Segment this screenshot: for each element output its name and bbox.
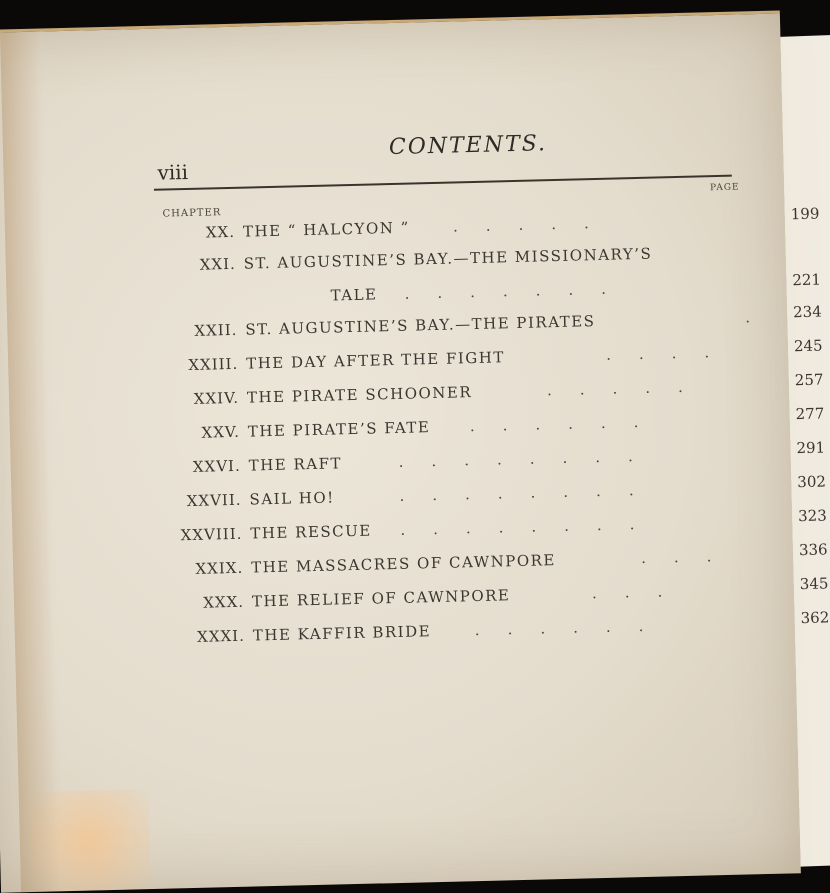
chapter-page: 302 bbox=[797, 472, 827, 492]
toc-entry bbox=[203, 574, 829, 617]
chapter-title: THE RELIEF OF CAWNPORE bbox=[251, 586, 511, 611]
light-glare bbox=[29, 789, 151, 892]
leader-dots: ... bbox=[640, 546, 740, 568]
chapter-title: THE KAFFIR BRIDE bbox=[252, 622, 432, 645]
toc-entry bbox=[193, 370, 824, 413]
chapter-title: THE RAFT bbox=[248, 454, 343, 475]
toc-entry bbox=[194, 302, 822, 345]
chapter-page: 336 bbox=[798, 540, 828, 560]
leader-dots: ....... bbox=[404, 279, 635, 303]
leader-dots: ..... bbox=[546, 377, 711, 400]
toc-entry bbox=[192, 438, 826, 481]
chapter-numeral: XXI. bbox=[199, 254, 237, 274]
chapter-numeral: XXX. bbox=[203, 592, 245, 612]
book-page bbox=[0, 10, 830, 892]
toc-entry bbox=[186, 472, 827, 515]
chapter-title: THE PIRATE’S FATE bbox=[247, 418, 431, 441]
toc-entry bbox=[188, 336, 823, 379]
leader-dots: ...... bbox=[474, 616, 672, 640]
page-number: viii bbox=[157, 159, 189, 185]
chapter-numeral: XXII. bbox=[194, 320, 238, 340]
chapter-numeral: XXIV. bbox=[193, 388, 240, 408]
leader-dots: ........ bbox=[400, 514, 663, 539]
chapter-numeral: XXVIII. bbox=[180, 524, 243, 545]
chapter-page: 291 bbox=[796, 438, 826, 458]
chapter-page: 257 bbox=[794, 370, 824, 390]
chapter-title: THE MASSACRES OF CAWNPORE bbox=[250, 551, 557, 577]
chapter-title: SAIL HO! bbox=[249, 488, 335, 509]
chapter-numeral: XXV. bbox=[201, 422, 241, 442]
toc-entry bbox=[201, 404, 825, 447]
toc-entry bbox=[199, 244, 653, 279]
chapter-page: 234 bbox=[792, 302, 822, 322]
chapter-title-continuation: TALE bbox=[330, 285, 378, 305]
chapter-title: THE DAY AFTER THE FIGHT bbox=[246, 348, 506, 373]
chapter-page: 323 bbox=[797, 506, 827, 526]
toc-entry bbox=[195, 540, 828, 583]
leader-dots: . bbox=[745, 307, 779, 327]
toc-entry bbox=[180, 506, 827, 549]
chapter-title: ST. AUGUSTINE’S BAY.—THE PIRATES bbox=[245, 312, 596, 339]
chapter-page: 277 bbox=[795, 404, 825, 424]
leader-dots: ........ bbox=[399, 480, 662, 505]
chapter-title: THE RESCUE bbox=[250, 521, 372, 543]
chapter-page: 345 bbox=[799, 574, 829, 594]
chapter-column-header: CHAPTER bbox=[162, 207, 222, 220]
chapter-page: 221 bbox=[792, 270, 822, 290]
leader-dots: ... bbox=[591, 581, 691, 603]
leader-dots: ...... bbox=[469, 412, 667, 436]
toc-entry bbox=[196, 608, 830, 651]
chapter-page: 245 bbox=[793, 336, 823, 356]
toc-entry bbox=[205, 204, 820, 247]
chapter-numeral: XXVII. bbox=[186, 490, 242, 511]
chapter-numeral: XXIX. bbox=[195, 558, 244, 578]
chapter-numeral: XXIII. bbox=[188, 354, 239, 375]
leader-dots: ..... bbox=[452, 213, 617, 236]
chapter-numeral: XXVI. bbox=[192, 456, 241, 476]
chapter-page: 362 bbox=[800, 608, 830, 628]
page-title: CONTENTS. bbox=[388, 131, 548, 161]
chapter-title: THE “ HALCYON ” bbox=[242, 218, 411, 241]
chapter-numeral: XX. bbox=[205, 222, 236, 242]
chapter-page: 199 bbox=[790, 204, 820, 224]
chapter-title: THE PIRATE SCHOONER bbox=[246, 383, 473, 407]
header-rule bbox=[154, 175, 732, 191]
leader-dots: ........ bbox=[398, 446, 661, 471]
chapter-title: ST. AUGUSTINE’S BAY.—THE MISSIONARY’S bbox=[243, 244, 653, 273]
chapter-numeral: XXXI. bbox=[196, 626, 246, 646]
page-column-header: PAGE bbox=[709, 182, 740, 194]
leader-dots: .... bbox=[605, 342, 738, 364]
